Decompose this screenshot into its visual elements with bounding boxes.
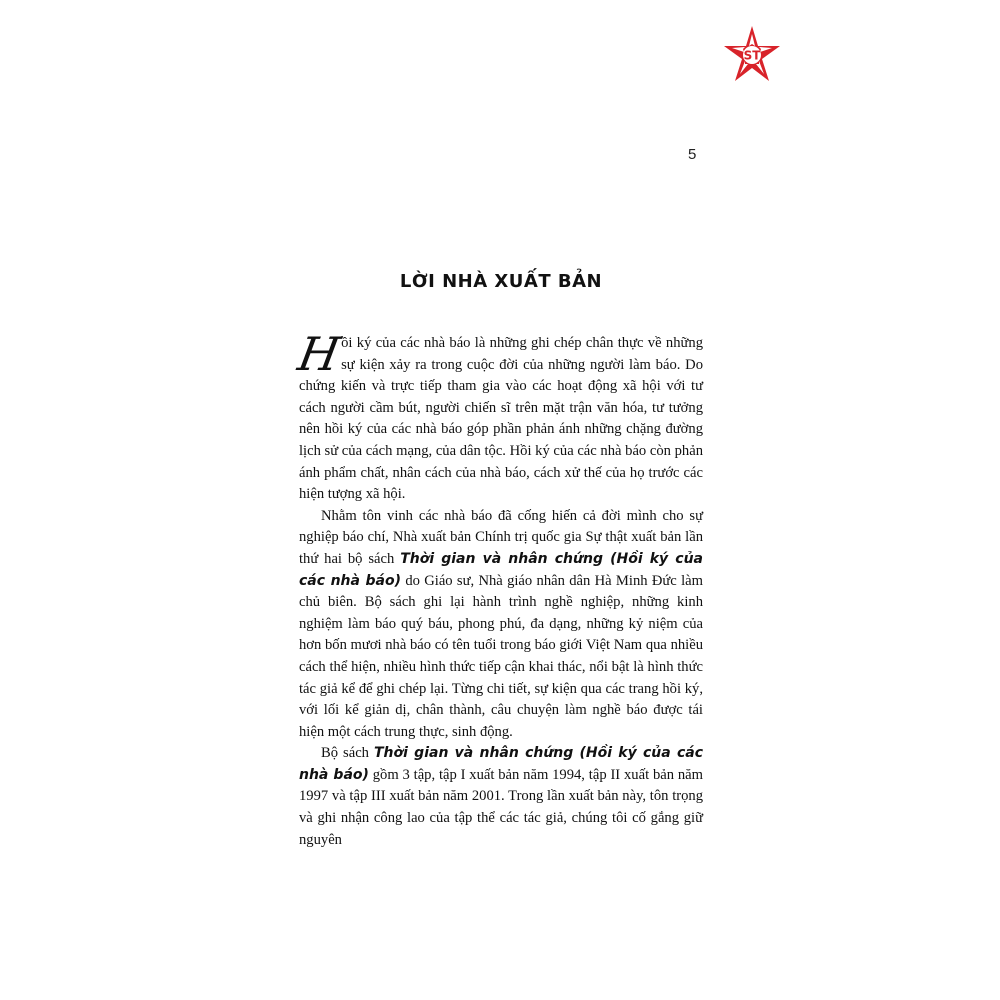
drop-cap: H bbox=[294, 327, 344, 381]
paragraph-2-text-before: Nhằm tôn vinh các nhà báo đã cống hiến cả đời mình cho sự nghiệp báo chí, Nhà xuất bản Chính trị quốc gia Sự thật xuất bản lần thứ hai bộ sách bbox=[299, 507, 703, 567]
paragraph-3 bbox=[299, 743, 703, 851]
body-text bbox=[294, 327, 703, 851]
paragraph-3-text-after: gồm 3 tập, tập I xuất bản năm 1994, tập II xuất bản năm 1997 và tập III xuất bản năm 2001. Trong lần xuất bản này, tôn trọng và ghi nhận công lao của tập thể các tác giả, chúng tôi cố gắng giữ nguyên bbox=[299, 766, 703, 848]
paragraph-3-text-before: Bộ sách bbox=[321, 745, 374, 762]
book-title: Thời gian và nhân chứng (Hồi ký của các nhà báo) bbox=[299, 745, 703, 783]
paragraph-1 bbox=[294, 327, 703, 506]
svg-text:ST: ST bbox=[743, 48, 761, 63]
book-title: Thời gian và nhân chứng (Hồi ký của các nhà báo) bbox=[299, 550, 703, 589]
page-number: 5 bbox=[688, 146, 697, 163]
publisher-logo bbox=[722, 24, 782, 84]
section-title: LỜI NHÀ XUẤT BẢN bbox=[399, 271, 603, 292]
paragraph-2 bbox=[299, 506, 703, 744]
paragraph-2-text-after: do Giáo sư, Nhà giáo nhân dân Hà Minh Đức làm chủ biên. Bộ sách ghi lại hành trình nghề nghiệp, những kinh nghiệm làm báo quý báu, phong phú, đa dạng, những kỷ niệm của hơn bốn mươi nhà báo có tên tuổi trong báo giới Việt Nam qua nhiều cách thể hiện, nhiều hình thức tiếp cận khai thác, nổi bật là hình thức tác giả kể để ghi chép lại. Từng chi tiết, sự kiện qua các trang hồi ký, với lối kể giản dị, chân thành, câu chuyện làm nghề báo được tái hiện một cách trung thực, sinh động. bbox=[299, 572, 703, 740]
paragraph-1-text: ồi ký của các nhà báo là những ghi chép chân thực về những sự kiện xảy ra trong cuộc đời của những người làm báo. Do chứng kiến và trực tiếp tham gia vào các hoạt động xã hội với tư cách người cầm bút, người chiến sĩ trên mặt trận văn hóa, tư tưởng nên hồi ký của các nhà báo góp phần phản ánh những chặng đường lịch sử của cách mạng, của dân tộc. Hồi ký của các nhà báo còn phản ánh phẩm chất, nhân cách của nhà báo, cách xử thế của họ trước các hiện tượng xã hội. bbox=[299, 335, 703, 503]
red-star-publisher-logo-icon bbox=[722, 24, 782, 84]
